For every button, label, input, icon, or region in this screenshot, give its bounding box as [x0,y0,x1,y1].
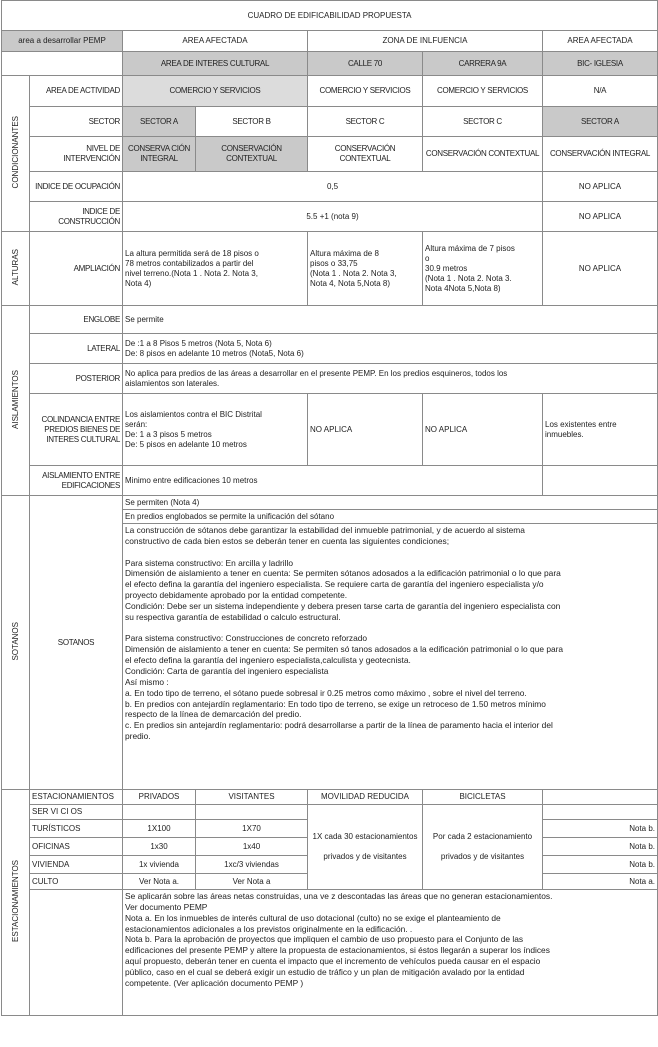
estac-row-bici: Nota b. [543,838,658,856]
estac-movilidad-value: 1X cada 30 estacionamientos privados y de visitantes [308,805,423,890]
estac-header-privados: PRIVADOS [123,790,196,805]
sector-b: SECTOR B [196,107,308,137]
sector-a: SECTOR A [123,107,196,137]
estac-header-movilidad: MOVILIDAD REDUCIDA [308,790,423,805]
sector-calle70: SECTOR C [308,107,423,137]
englobe-value: Se permite [123,306,658,334]
estac-notes-label [30,890,123,1016]
sotanos-body: La construcción de sótanos debe garantizar la estabilidad del inmueble patrimonial, y de acuerdo al sistema constructivo de cada bien estos se deberán tener en cuenta las siguientes condiciones; Para sistema constructivo: En arcilla y ladrillo Dimensión de aislamiento a tener en cuenta: Se permiten sótanos adosados a la edificación patrimonial o lo que para el efecto defina la garantía del ingeniero especialista. Se requiere carta de garantía del ingeniero especialista y/o proyecto debidamente aprobado por la entidad competente. Condición: Debe ser un sistema independiente y debera presen tarse carta de garantía del ingeniero especialista con su respectiva garantía de estabilidad o calculo estructural. Para sistema constructivo: Construcciones de concreto reforzado Dimensión de aislamiento a tener en cuenta: Se permiten só tanos adosados a la edificación patrimonial o lo que para el efecto defina la garantía del ingeniero especialista,calculista y geotecnista. Condición: Carta de garantía del ingeniero especialista Así mismo : a. En todo tipo de terreno, el sótano puede sobresal ir 0.25 metros como máximo , sobre el nivel del terreno. b. En predios con antejardín reglamentario: En todo tipo de terreno, se exige un retroceso de 1.50 metros mínimo respecto de la línea de demarcación del predio. c. En predios sin antejardín reglamentario: podrá desarrollarse a partir de la línea de paramento hacia el interior del predio. [123,524,658,790]
subheader-carrera9a: CARRERA 9A [423,52,543,76]
aislamiento-entre-edif-bic [543,466,658,496]
label-nivel-intervencion: NIVEL DE INTERVENCIÓN [30,137,123,172]
indice-construccion-value: 5.5 +1 (nota 9) [123,202,543,232]
header-area-afectada: AREA AFECTADA [123,31,308,52]
label-sector: SECTOR [30,107,123,137]
group-estacionamientos: ESTACIONAMIENTOS [2,790,30,1016]
sotanos-line-1: Se permiten (Nota 4) [123,496,658,510]
estac-servicios: SER VI CI OS [30,805,123,820]
nivel-bic: CONSERVACIÓN INTEGRAL [543,137,658,172]
estac-row-bici: Nota b. [543,856,658,874]
estac-bicicletas-value: Por cada 2 estacionamiento privados y de visitantes [423,805,543,890]
group-aislamientos: AISLAMIENTOS [2,306,30,496]
sector-carrera9a: SECTOR C [423,107,543,137]
header-area-pemp: area a desarrollar PEMP [2,31,123,52]
area-actividad-aic: COMERCIO Y SERVICIOS [123,76,308,107]
label-area-actividad: AREA DE ACTIVIDAD [30,76,123,107]
sector-bic: SECTOR A [543,107,658,137]
area-actividad-carrera9a: COMERCIO Y SERVICIOS [423,76,543,107]
indice-ocupacion-bic: NO APLICA [543,172,658,202]
estac-header-empty [543,790,658,805]
colindancia-aic: Los aislamientos contra el BIC Distrital serán: De: 1 a 3 pisos 5 metros De: 5 pisos en adelante 10 metros [123,394,308,466]
label-posterior: POSTERIOR [30,364,123,394]
estac-header-visitantes: VISITANTES [196,790,308,805]
aislamiento-entre-edif-value: Minimo entre edificaciones 10 metros [123,466,543,496]
label-lateral: LATERAL [30,334,123,364]
subheader-aic: AREA DE INTERES CULTURAL [123,52,308,76]
estac-header-name: ESTACIONAMIENTOS [30,790,123,805]
posterior-value: No aplica para predios de las áreas a desarrollar en el presente PEMP. En los predios esquineros, todos los aislamientos son laterales. [123,364,658,394]
estac-row-visitantes: 1xc/3 viviendas [196,856,308,874]
estac-row-name: TURÍSTICOS [30,820,123,838]
estac-row-name: OFICINAS [30,838,123,856]
indice-ocupacion-value: 0,5 [123,172,543,202]
estac-cell [543,805,658,820]
colindancia-carrera9a: NO APLICA [423,394,543,466]
ampliacion-aic: La altura permitida será de 18 pisos o 78 metros contabilizados a partir del nivel terreno.(Nota 1 . Nota 2. Nota 3, Nota 4) [123,232,308,306]
edificabilidad-table [1,0,658,1016]
group-condicionantes: CONDICIONANTES [2,76,30,232]
estac-row-name: CULTO [30,874,123,890]
indice-construccion-bic: NO APLICA [543,202,658,232]
label-ampliacion: AMPLIACIÓN [30,232,123,306]
subheader-bic: BIC- IGLESIA [543,52,658,76]
estac-row-bici: Nota b. [543,820,658,838]
nivel-carrera9a: CONSERVACIÓN CONTEXTUAL [423,137,543,172]
estac-row-privados: 1x30 [123,838,196,856]
label-englobe: ENGLOBE [30,306,123,334]
label-indice-construccion: INDICE DE CONSTRUCCIÓN [30,202,123,232]
estac-row-privados: 1X100 [123,820,196,838]
estac-row-name: VIVIENDA [30,856,123,874]
subheader-calle70: CALLE 70 [308,52,423,76]
estac-header-bicicletas: BICICLETAS [423,790,543,805]
colindancia-calle70: NO APLICA [308,394,423,466]
ampliacion-carrera9a: Altura máxima de 7 pisos o 30.9 metros (Nota 1 . Nota 2. Nota 3. Nota 4Nota 5,Nota 8) [423,232,543,306]
estac-notes: Se aplicarán sobre las áreas netas construidas, una ve z descontadas las áreas que no generan estacionamientos. Ver documento PEMP Nota a. En los inmuebles de interés cultural de uso dotacional (culto) no se exige el planteamiento de estacionamientos adicionales a los previstos originalmente en la edificación. . Nota b. Para la aprobación de proyectos que impliquen el cambio de uso propuesto para el Conjunto de las edificaciones del presente PEMP y altere la propuesta de estacionamientos, si éstos llegarán a superar los índices aquí propuesto, deberán tener en cuenta el impacto que el incremento de vehículos pueda causar en el espacio público, caso en el cual se deberá exigir un estudio de tráfico y un plan de mitigación avalado por la entidad competente. (Ver aplicación documento PEMP ) [123,890,658,1016]
table-title: CUADRO DE EDIFICABILIDAD PROPUESTA [2,1,658,31]
area-actividad-bic: N/A [543,76,658,107]
estac-cell [123,805,196,820]
header-zona-influencia: ZONA DE INLFUENCIA [308,31,543,52]
ampliacion-bic: NO APLICA [543,232,658,306]
estac-row-visitantes: Ver Nota a [196,874,308,890]
nivel-calle70: CONSERVACIÓN CONTEXTUAL [308,137,423,172]
nivel-b: CONSERVACIÓN CONTEXTUAL [196,137,308,172]
label-indice-ocupacion: INDICE DE OCUPACIÓN [30,172,123,202]
nivel-a: CONSERVA CIÓN INTEGRAL [123,137,196,172]
lateral-value: De :1 a 8 Pisos 5 metros (Nota 5, Nota 6) De: 8 pisos en adelante 10 metros (Nota5, Nota 6) [123,334,658,364]
estac-row-visitantes: 1X70 [196,820,308,838]
area-actividad-calle70: COMERCIO Y SERVICIOS [308,76,423,107]
estac-cell [196,805,308,820]
estac-row-bici: Nota a. [543,874,658,890]
label-colindancia: COLINDANCIA ENTRE PREDIOS BIENES DE INTERES CULTURAL [30,394,123,466]
subheader-empty [2,52,123,76]
colindancia-bic: Los existentes entre inmuebles. [543,394,658,466]
label-aislamiento-entre-edif: AISLAMIENTO ENTRE EDIFICACIONES [30,466,123,496]
sotanos-line-2: En predios englobados se permite la unificación del sótano [123,510,658,524]
group-alturas: ALTURAS [2,232,30,306]
group-sotanos: SOTANOS [2,496,30,790]
ampliacion-calle70: Altura máxima de 8 pisos o 33,75 (Nota 1 . Nota 2. Nota 3, Nota 4, Nota 5,Nota 8) [308,232,423,306]
label-sotanos: SOTANOS [30,496,123,790]
header-area-afectada-bic: AREA AFECTADA [543,31,658,52]
estac-row-visitantes: 1x40 [196,838,308,856]
estac-row-privados: 1x vivienda [123,856,196,874]
estac-row-privados: Ver Nota a. [123,874,196,890]
